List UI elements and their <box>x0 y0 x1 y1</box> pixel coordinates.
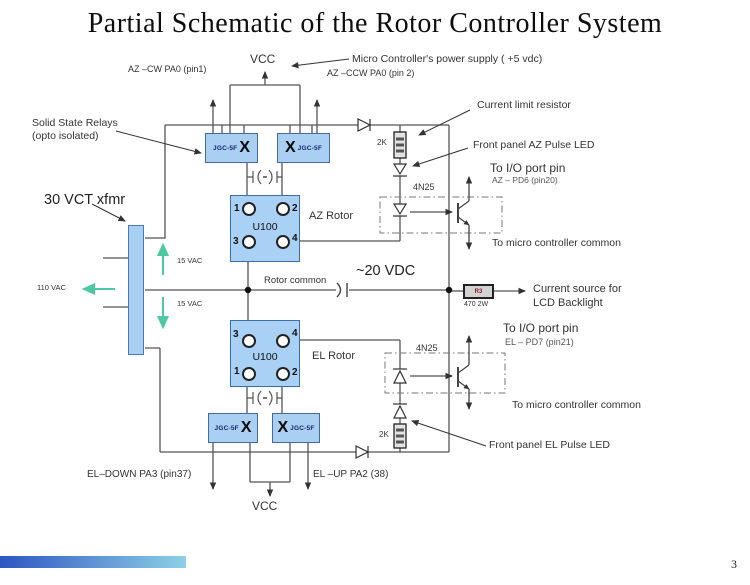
pin-circle <box>276 367 290 381</box>
label-opto-isolated: (opto isolated) <box>32 130 99 142</box>
relay-label: JGC-5F <box>290 424 315 432</box>
relay-label: JGC-5F <box>213 144 238 152</box>
el-opto-led-icon <box>393 369 407 383</box>
page-title: Partial Schematic of the Rotor Controller System <box>87 8 663 39</box>
pin-number: 3 <box>233 329 239 340</box>
label-mcu-power-supply: Micro Controller's power supply ( +5 vdc) <box>352 53 543 65</box>
phototransistor-el-icon <box>458 336 469 409</box>
pin-circle <box>242 367 256 381</box>
opto-4n25-az-box <box>380 197 502 233</box>
label-vcc-top: VCC <box>250 52 276 66</box>
ac-flow-arrows <box>84 245 168 327</box>
pin-number: 2 <box>292 203 298 214</box>
pin-circle <box>242 334 256 348</box>
relay-az-right <box>277 133 330 163</box>
label-el-pd7: EL – PD7 (pin21) <box>505 337 574 347</box>
pin-number: 1 <box>234 203 240 214</box>
label-110-vac: 110 VAC <box>37 283 66 292</box>
resistor-r3: R3 <box>463 284 494 299</box>
label-io-port-az: To I/O port pin <box>490 161 566 175</box>
u100-label: U100 <box>252 221 278 233</box>
label-current-limit-resistor: Current limit resistor <box>477 99 571 111</box>
resistor-2k-az-icon <box>394 132 406 158</box>
diode-bottom-icon <box>356 446 368 458</box>
az-opto-led-icon <box>393 204 407 216</box>
relay-x-mark: X <box>239 139 250 156</box>
label-io-port-el: To I/O port pin <box>503 321 579 335</box>
label-el-down-pa3: EL–DOWN PA3 (pin37) <box>87 469 192 480</box>
pin-number: 4 <box>292 233 298 244</box>
pin-number: 2 <box>292 367 298 378</box>
pin-number: 4 <box>292 328 298 339</box>
relay-x-mark: X <box>285 139 296 156</box>
resistor-2k-el-icon <box>394 424 406 448</box>
label-current-source-2: LCD Backlight <box>533 297 603 309</box>
label-az-rotor: AZ Rotor <box>309 210 354 222</box>
u100-el-connector <box>230 320 300 387</box>
label-30vct-xfmr: 30 VCT xfmr <box>44 192 126 208</box>
capacitor-break-icon <box>337 283 347 297</box>
label-az-pd6: AZ – PD6 (pin20) <box>492 175 558 185</box>
pin-circle <box>242 235 256 249</box>
relay-az-left <box>205 133 258 163</box>
snubber-az-icon <box>247 170 282 184</box>
phototransistor-az-icon <box>458 177 469 249</box>
relay-x-mark: X <box>240 419 252 436</box>
relay-x-mark: X <box>277 419 289 436</box>
pin-circle <box>276 334 290 348</box>
label-current-source-1: Current source for <box>533 283 622 295</box>
el-pulse-led-icon <box>393 404 407 418</box>
pin-number: 1 <box>234 366 240 377</box>
u100-az-connector <box>230 195 300 262</box>
label-4n25-az: 4N25 <box>413 182 435 192</box>
label-vcc-bottom: VCC <box>252 499 278 513</box>
label-2k-az: 2K <box>377 138 387 147</box>
label-el-up-pa2: EL –UP PA2 (38) <box>313 469 389 480</box>
footer-accent-bar <box>0 556 186 568</box>
label-az-cw-pa0: AZ –CW PA0 (pin1) <box>128 64 207 74</box>
page-number: 3 <box>731 557 737 571</box>
az-pulse-led-icon <box>393 164 407 176</box>
pin-circle <box>276 202 290 216</box>
label-15-vac-bottom: 15 VAC <box>177 299 203 308</box>
pin-circle <box>242 202 256 216</box>
snubber-el-icon <box>247 391 282 405</box>
label-solid-state-relays: Solid State Relays <box>32 117 118 129</box>
label-front-panel-az-led: Front panel AZ Pulse LED <box>473 139 595 151</box>
relay-el-left <box>208 413 258 443</box>
transformer-30vct <box>128 225 144 355</box>
label-4n25-el: 4N25 <box>416 343 438 353</box>
label-15-vac-top: 15 VAC <box>177 256 203 265</box>
label-mcu-common-az: To micro controller common <box>492 237 621 249</box>
label-20-vdc: ~20 VDC <box>356 263 416 279</box>
opto-4n25-el-box <box>385 353 505 393</box>
pin-number: 3 <box>233 236 239 247</box>
label-rotor-common: Rotor common <box>264 275 327 286</box>
u100-label: U100 <box>252 351 278 363</box>
junction-dot <box>446 287 452 293</box>
label-front-panel-el-led: Front panel EL Pulse LED <box>489 439 611 451</box>
label-az-ccw-pa0: AZ –CCW PA0 (pin 2) <box>327 68 415 78</box>
label-mcu-common-el: To micro controller common <box>512 399 641 411</box>
junction-dot <box>245 287 251 293</box>
pin-circle <box>276 235 290 249</box>
relay-label: JGC-5F <box>214 424 239 432</box>
relay-el-right <box>272 413 320 443</box>
relay-label: JGC-5F <box>297 144 322 152</box>
label-r3-value: 470 2W <box>464 301 489 308</box>
diode-top-icon <box>358 119 370 131</box>
label-el-rotor: EL Rotor <box>312 350 356 362</box>
label-2k-el: 2K <box>379 430 389 439</box>
